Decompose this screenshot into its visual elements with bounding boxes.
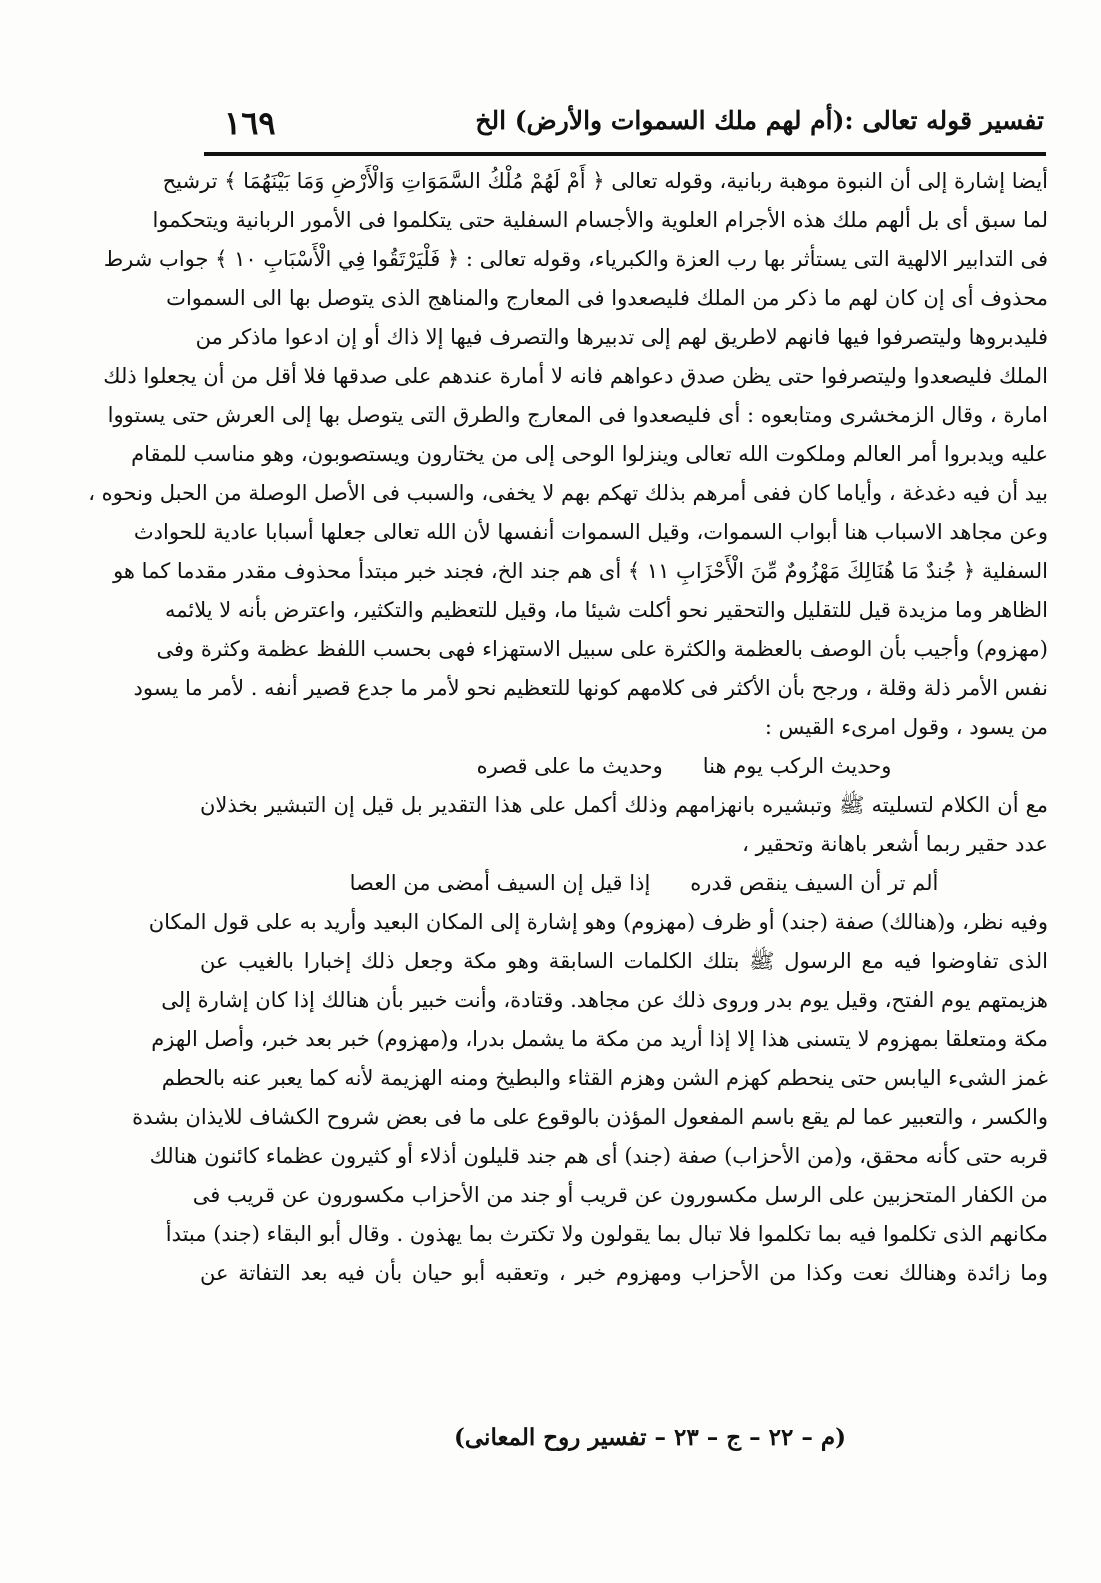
text-line: وفيه نظر، و(هنالك) صفة (جند) أو ظرف (مهزوم) وهو إشارة إلى المكان البعيد وأريد به على قول المكان: [148, 910, 1048, 934]
text-line: مكانهم الذى تكلموا فيه بما تكلموا فلا تبال بما يقولون ولا تكترث بما يهذون . وقال أبو البقاء (جند) مبتدأ: [165, 1222, 1048, 1246]
text-line: عليه ويدبروا أمر العالم وملكوت الله تعالى وينزلوا الوحى إلى من يختارون ويستصوبون، وهو مناسب للمقام: [131, 442, 1048, 466]
text-line: محذوف أى إن كان لهم ما ذكر من الملك فليصعدوا فى المعارج والمناهج الذى يتوصل بها الى السموات: [166, 286, 1048, 310]
text-line: نفس الأمر ذلة وقلة ، ورجح بأن الأكثر فى كلامهم كونها للتعظيم نحو لأمر ما جدع قصير أنفه . لأمر ما يسود: [133, 676, 1048, 700]
text-line: لما سبق أى بل ألهم ملك هذه الأجرام العلوية والأجسام السفلية حتى يتكلموا فى الأمور الربانية ويتحكموا: [152, 208, 1048, 232]
page-number: ١٦٩: [224, 104, 276, 142]
text-line: الظاهر وما مزيدة قيل للتقليل والتحقير نحو أكلت شيئا ما، وقيل للتعظيم والتكثير، واعترض بأنه لا يلائمه: [164, 598, 1048, 622]
body-text: [88, 162, 1048, 1293]
text-line: عدد حقير ربما أشعر باهانة وتحقير ،: [742, 832, 1048, 856]
text-line: أيضا إشارة إلى أن النبوة موهبة ربانية، وقوله تعالى ﴿ أَمْ لَهُمْ مُلْكُ السَّمَوَاتِ وَالْأَرْضِ وَمَا بَيْنَهُمَا ﴾ ترشيح: [162, 169, 1048, 193]
text-line: الملك فليصعدوا وليتصرفوا حتى يظن صدق دعواهم فانه لا أمارة عندهم على صدقها فلا أقل من أن يجعلوا ذلك: [103, 364, 1048, 388]
text-line: والكسر ، والتعبير عما لم يقع باسم المفعول المؤذن بالوقوع على ما فى بعض شروح الكشاف للايذان بشدة: [132, 1105, 1048, 1129]
text-line: من يسود ، وقول امرىء القيس :: [764, 715, 1048, 739]
poetry-verse: [200, 747, 1048, 786]
text-line: وما زائدة وهنالك نعت وكذا من الأحزاب ومهزوم خبر ، وتعقبه أبو حيان بأن فيه بعد التفاتة عن: [200, 1261, 1048, 1285]
text-line: فليدبروها وليتصرفوا فيها فانهم لاطريق لهم إلى تدبيرها والتصرف فيها إلا ذاك أو إن ادعوا ماذكر من: [195, 325, 1048, 349]
text-line: قربه حتى كأنه محقق، و(من الأحزاب) صفة (جند) أى هم جند قليلون أذلاء أو كثيرون عظماء كائنون هنالك: [149, 1144, 1048, 1168]
text-line: وعن مجاهد الاسباب هنا أبواب السموات، وقيل السموات أنفسها لأن الله تعالى جعلها أسبابا عادية للحوادث: [133, 520, 1048, 544]
text-line: بيد أن فيه دغدغة ، وأياما كان ففى أمرهم بذلك تهكم بهم لا يخفى، والسبب فى الأصل الوصلة من الحبل ونحوه ،: [88, 481, 1048, 505]
verse-second-hemistich: إذا قيل إن السيف أمضى من العصا: [349, 871, 651, 895]
text-line: مع أن الكلام لتسليته ﷺ وتبشيره بانهزامهم وذلك أكمل على هذا التقدير بل قيل إن التبشير بخذلان: [200, 793, 1048, 817]
text-line: السفلية ﴿ جُندٌ مَا هُنَالِكَ مَهْزُومٌ مِّنَ الْأَحْزَابِ ١١ ﴾ أى هم جند الخ، فجند خبر مبتدأ محذوف مقدر مقدما كما هو: [113, 559, 1048, 583]
text-line: غمز الشىء اليابس حتى ينحطم كهزم الشن وهزم القثاء والبطيخ ومنه الهزيمة لأنه كما يعبر عنه بالحطم: [161, 1066, 1048, 1090]
verse-first-hemistich: وحديث الركب يوم هنا: [702, 754, 892, 778]
page-header: [206, 104, 1044, 148]
text-line: امارة ، وقال الزمخشرى ومتابعوه : أى فليصعدوا فى المعارج والطرق التى يتوصل بها إلى العرش حتى يستووا: [107, 403, 1048, 427]
text-line: هزيمتهم يوم الفتح، وقيل يوم بدر وروى ذلك عن مجاهد. وقتادة، وأنت خبير بأن هنالك إذا كان إشارة إلى: [161, 988, 1048, 1012]
text-line: فى التدابير الالهية التى يستأثر بها رب العزة والكبرياء، وقوله تعالى : ﴿ فَلْيَرْتَقُوا فِي الْأَسْبَابِ ١٠ ﴾ جواب شرط: [103, 247, 1048, 271]
verse-second-hemistich: وحديث ما على قصره: [476, 754, 663, 778]
running-title: تفسير قوله تعالى :(أم لهم ملك السموات والأرض) الخ: [475, 106, 1044, 135]
page-footer-signature: (م – ٢٢ – ج – ٢٣ – تفسير روح المعانى): [454, 1424, 846, 1451]
poetry-verse: [200, 864, 1048, 903]
text-line: الذى تفاوضوا فيه مع الرسول ﷺ بتلك الكلمات السابقة وهو مكة وجعل ذلك إخبارا بالغيب عن: [200, 949, 1048, 973]
text-line: (مهزوم) وأجيب بأن الوصف بالعظمة والكثرة على سبيل الاستهزاء فهى بحسب اللفظ عظمة وكثرة وفى: [156, 637, 1048, 661]
text-line: مكة ومتعلقا بمهزوم لا يتسنى هذا إلا إذا أريد من مكة ما يشمل بدرا، و(مهزوم) خبر بعد خبر، وأصل الهزم: [151, 1027, 1048, 1051]
verse-first-hemistich: ألم تر أن السيف ينقص قدره: [690, 871, 939, 895]
header-rule: [204, 152, 1046, 156]
text-line: من الكفار المتحزبين على الرسل مكسورون عن قريب أو جند من الأحزاب مكسورون عن قريب فى: [192, 1183, 1048, 1207]
